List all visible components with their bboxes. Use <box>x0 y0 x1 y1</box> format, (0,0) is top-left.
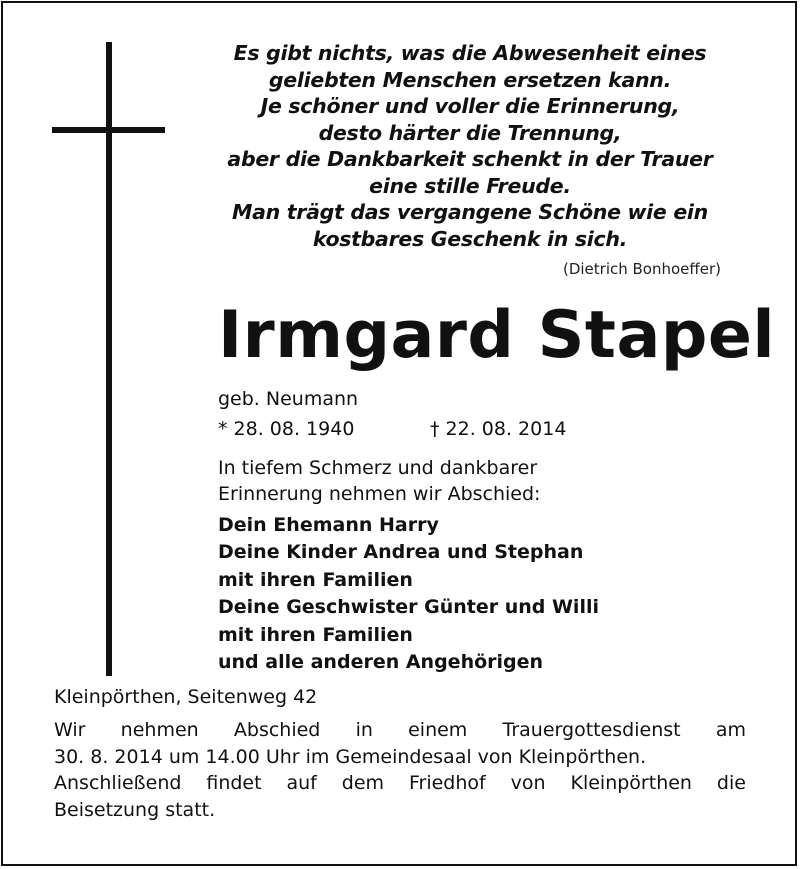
mourner-line: Deine Kinder Andrea und Stephan <box>218 541 584 564</box>
notice-word: dem <box>341 772 385 794</box>
mourner-line: mit ihren Familien <box>218 623 413 646</box>
notice-word: von <box>510 772 546 794</box>
quote-author: (Dietrich Bonhoeffer) <box>562 260 721 278</box>
mourner-line: Dein Ehemann Harry <box>218 514 439 536</box>
notice-word: Kleinpörthen <box>570 772 692 794</box>
notice-word: einem <box>408 719 468 741</box>
notice-word: Anschließend <box>54 772 182 794</box>
notice-word: die <box>716 772 746 794</box>
mourner-line: und alle anderen Angehörigen <box>218 651 544 674</box>
notice-word: Abschied <box>233 719 321 741</box>
mourners-intro <box>218 455 540 507</box>
notice-line-3 <box>54 770 746 797</box>
notice-word: Wir <box>54 719 86 741</box>
quote-line: desto härter die Trennung, <box>318 120 622 145</box>
mourner-line: Deine Geschwister Günter und Willi <box>218 596 599 619</box>
notice-word: findet <box>206 772 262 794</box>
notice-word: auf <box>286 772 317 794</box>
notice-word: in <box>355 719 373 741</box>
quote-line: eine stille Freude. <box>369 173 571 198</box>
family-address: Kleinpörthen, Seitenweg 42 <box>54 686 318 708</box>
deceased-name: Irmgard Stapel <box>218 298 776 373</box>
quote-line: aber die Dankbarkeit schenkt in der Trauer <box>227 147 713 171</box>
funeral-notice <box>54 717 746 823</box>
quote-line: Je schöner und voller die Erinnerung, <box>260 94 680 118</box>
notice-line-1 <box>54 717 746 744</box>
mourner-line: mit ihren Familien <box>218 568 413 591</box>
memorial-quote <box>210 40 730 252</box>
notice-line-2: 30. 8. 2014 um 14.00 Uhr im Gemeindesaal von Kleinpörthen. <box>54 745 647 768</box>
quote-line: geliebten Menschen ersetzen kann. <box>268 67 672 92</box>
cross-vertical-bar <box>106 42 112 676</box>
notice-word: nehmen <box>120 719 199 741</box>
notice-word: am <box>715 719 746 741</box>
birth-date: * 28. 08. 1940 <box>218 418 355 440</box>
birth-name: geb. Neumann <box>218 388 359 410</box>
quote-line: Man trägt das vergangene Schöne wie ein <box>232 200 708 224</box>
death-date: † 22. 08. 2014 <box>430 418 567 440</box>
quote-line: Es gibt nichts, was die Abwesenheit eines <box>233 41 707 65</box>
notice-line-4: Beisetzung statt. <box>54 798 216 821</box>
cross-horizontal-bar <box>52 127 165 133</box>
notice-word: Friedhof <box>408 772 486 794</box>
intro-line: In tiefem Schmerz und dankbarer <box>218 457 538 479</box>
life-dates <box>218 418 567 440</box>
intro-line: Erinnerung nehmen wir Abschied: <box>218 483 541 505</box>
notice-word: Trauergottesdienst <box>502 719 681 741</box>
mourners-list <box>218 512 599 676</box>
quote-line: kostbares Geschenk in sich. <box>312 226 628 251</box>
